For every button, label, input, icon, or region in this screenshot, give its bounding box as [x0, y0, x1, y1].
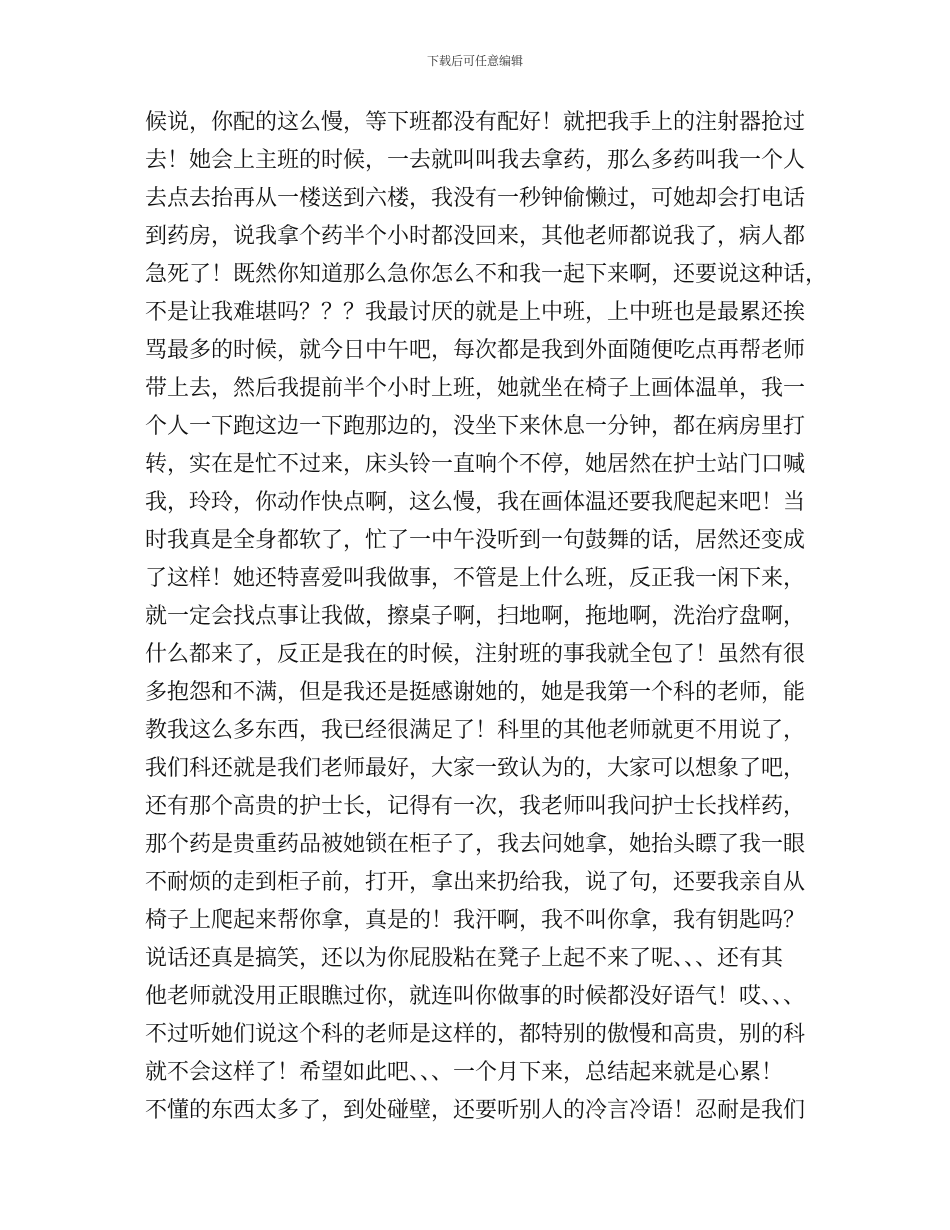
text-line: 就不会这样了！希望如此吧、、、一个月下来，总结起来就是心累！	[145, 1060, 784, 1085]
text-line: 不懂的东西太多了，到处碰壁，还要听别人的冷言冷语！忍耐是我们	[145, 1098, 806, 1123]
text-line: 带上去，然后我提前半个小时上班，她就坐在椅子上画体温单，我一	[145, 376, 806, 401]
text-line: 转，实在是忙不过来，床头铃一直响个不停，她居然在护士站门口喊	[145, 452, 806, 477]
text-line: 就一定会找点事让我做，擦桌子啊，扫地啊，拖地啊，洗治疗盘啊，	[145, 604, 806, 629]
text-line: 不耐烦的走到柜子前，打开，拿出来扔给我，说了句，还要我亲自从	[145, 870, 806, 895]
text-line: 骂最多的时候，就今日中午吧，每次都是我到外面随便吃点再帮老师	[145, 338, 806, 363]
text-line: 去！她会上主班的时候，一去就叫叫我去拿药，那么多药叫我一个人	[145, 148, 806, 173]
text-line: 到药房，说我拿个药半个小时都没回来，其他老师都说我了，病人都	[145, 224, 806, 249]
text-line: 不是让我难堪吗？？？我最讨厌的就是上中班，上中班也是最累还挨	[145, 300, 806, 325]
text-line: 候说，你配的这么慢，等下班都没有配好！就把我手上的注射器抢过	[145, 110, 806, 135]
text-line: 急死了！既然你知道那么急你怎么不和我一起下来啊，还要说这种话，	[145, 262, 828, 287]
text-line: 那个药是贵重药品被她锁在柜子了，我去问她拿，她抬头瞟了我一眼	[145, 832, 806, 857]
text-line: 说话还真是搞笑，还以为你屁股粘在凳子上起不来了呢、、、还有其	[145, 946, 784, 971]
text-line: 他老师就没用正眼瞧过你，就连叫你做事的时候都没好语气！哎、、、	[145, 984, 806, 1009]
text-line: 还有那个高贵的护士长，记得有一次，我老师叫我问护士长找样药，	[145, 794, 806, 819]
text-line: 不过听她们说这个科的老师是这样的，都特别的傲慢和高贵，别的科	[145, 1022, 806, 1047]
text-line: 我，玲玲，你动作快点啊，这么慢，我在画体温还要我爬起来吧！当	[145, 490, 806, 515]
text-line: 椅子上爬起来帮你拿，真是的！我汗啊，我不叫你拿，我有钥匙吗？	[145, 908, 806, 933]
text-line: 去点去抬再从一楼送到六楼，我没有一秒钟偷懒过，可她却会打电话	[145, 186, 806, 211]
text-line: 时我真是全身都软了，忙了一中午没听到一句鼓舞的话，居然还变成	[145, 528, 806, 553]
text-line: 什么都来了，反正是我在的时候，注射班的事我就全包了！虽然有很	[145, 642, 806, 667]
page-header: 下载后可任意编辑	[426, 54, 523, 68]
text-line: 我们科还就是我们老师最好，大家一致认为的，大家可以想象了吧，	[145, 756, 806, 781]
text-line: 了这样！她还特喜爱叫我做事，不管是上什么班，反正我一闲下来，	[145, 566, 806, 591]
text-line: 多抱怨和不满，但是我还是挺感谢她的，她是我第一个科的老师，能	[145, 680, 806, 705]
text-line: 个人一下跑这边一下跑那边的，没坐下来休息一分钟，都在病房里打	[145, 414, 806, 439]
text-line: 教我这么多东西，我已经很满足了！科里的其他老师就更不用说了，	[145, 718, 806, 743]
